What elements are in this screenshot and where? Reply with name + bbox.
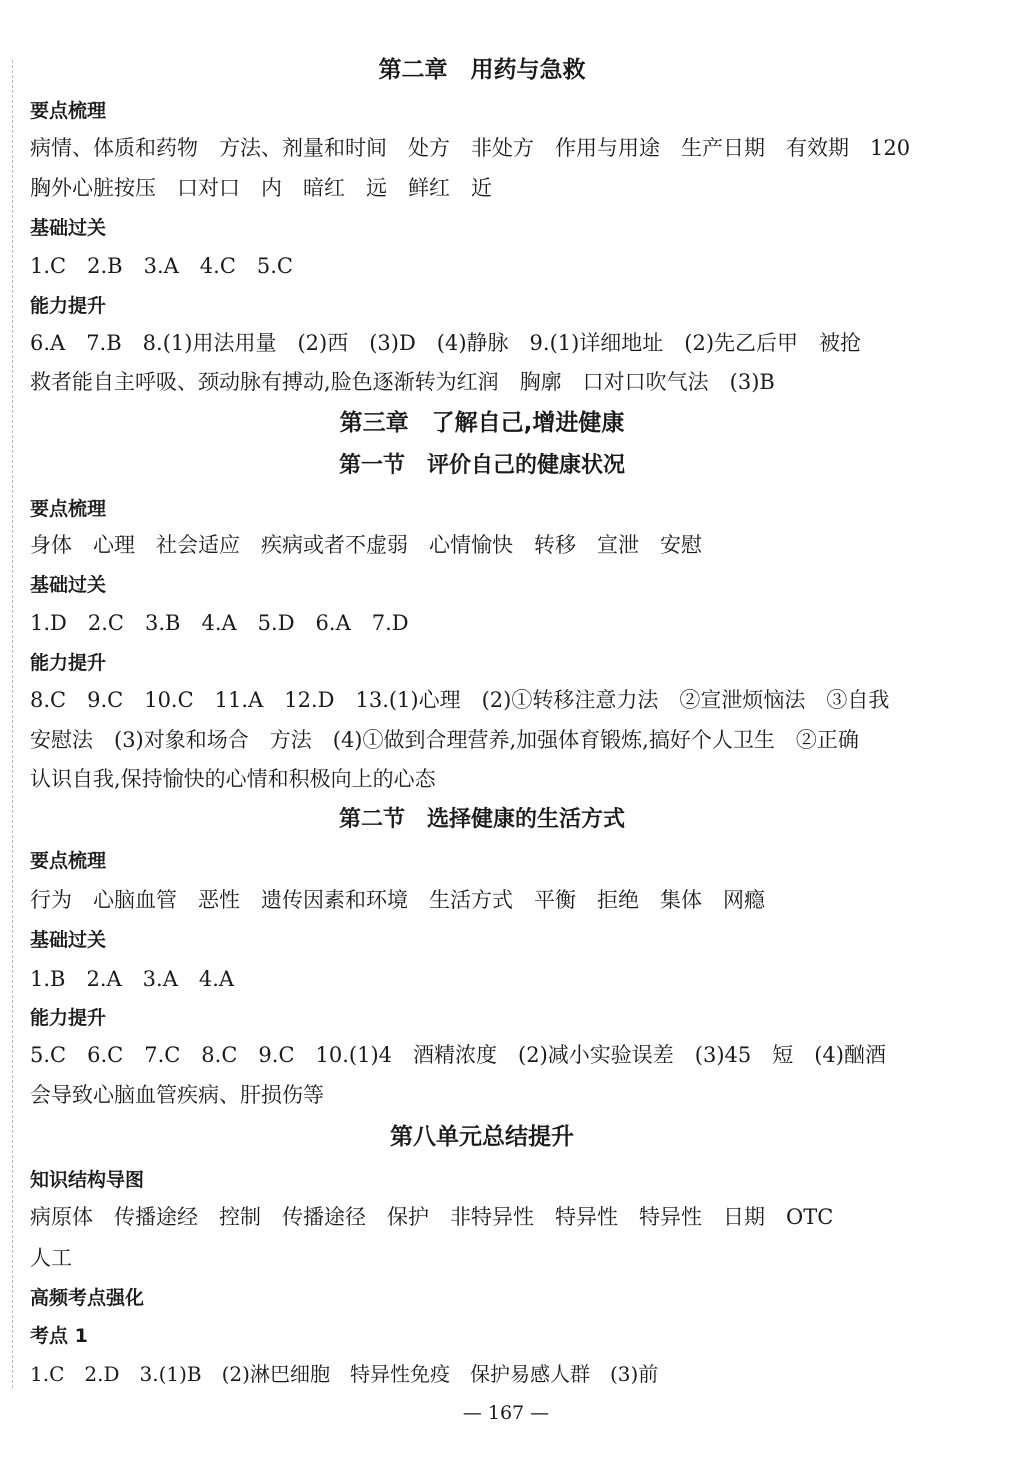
answer: 5.D [257,611,295,635]
ch3-sec1-ability-line-2: 安慰法 (3)对象和场合 方法 (4)①做到合理营养,加强体育锻炼,搞好个人卫生 ②正确 [30,728,859,752]
ch2-ability-label: 能力提升 [30,295,107,317]
ch2-basic-answers [30,252,293,280]
answer: 1.B [30,967,66,991]
unit8-structure-line-1: 病原体 传播途经 控制 传播途径 保护 非特异性 特异性 特异性 日期 OTC [30,1205,834,1229]
ch2-key-points-line-2: 胸外心脏按压 口对口 内 暗红 远 鲜红 近 [30,176,492,200]
chapter-3-title: 第三章 了解自己,增进健康 [339,410,625,436]
answer: 1.C [30,254,67,278]
unit8-point-1-label: 考点 1 [30,1325,88,1347]
ch3-sec1-ability-line-1: 8.C 9.C 10.C 11.A 12.D 13.(1)心理 (2)①转移注意力法 ②宣泄烦恼法 ③自我 [30,688,890,712]
page-number: — 167 — [462,1402,550,1424]
ch3-sec1-key-points-line-1: 身体 心理 社会适应 疾病或者不虚弱 心情愉快 转移 宣泄 安慰 [30,533,702,557]
ch2-ability-line-2: 救者能自主呼吸、颈动脉有搏动,脸色逐渐转为红润 胸廓 口对口吹气法 (3)B [30,370,775,394]
chapter-2-title: 第二章 用药与急救 [378,57,586,83]
answer: 4.C [199,254,236,278]
answer: 2.B [87,254,123,278]
answer: 3.A [142,967,178,991]
answer: 3.B [144,611,181,635]
ch3-sec2-key-points-label: 要点梳理 [30,850,107,872]
answer: 2.C [87,611,124,635]
ch2-ability-line-1: 6.A 7.B 8.(1)用法用量 (2)西 (3)D (4)静脉 9.(1)详细地址 (2)先乙后甲 被抢 [30,331,862,355]
answer: 5.C [256,254,293,278]
unit8-high-frequency-label: 高频考点强化 [30,1287,145,1309]
answer: 6.A [315,611,351,635]
unit8-structure-label: 知识结构导图 [30,1169,145,1191]
ch3-sec1-ability-line-3: 认识自我,保持愉快的心情和积极向上的心态 [30,767,436,791]
answer: 2.A [86,967,122,991]
ch3-sec1-key-points-label: 要点梳理 [30,498,107,520]
answer: 1.D [30,611,67,635]
ch3-sec2-basic-label: 基础过关 [30,929,107,951]
ch3-sec2-key-points-line-1: 行为 心脑血管 恶性 遗传因素和环境 生活方式 平衡 拒绝 集体 网瘾 [30,888,765,912]
ch3-section-2-title: 第二节 选择健康的生活方式 [338,807,625,832]
ch3-sec2-ability-label: 能力提升 [30,1007,107,1029]
ch3-sec2-ability-line-1: 5.C 6.C 7.C 8.C 9.C 10.(1)4 酒精浓度 (2)减小实验误差 (3)45 短 (4)酗酒 [30,1043,886,1067]
binding-margin-line [12,60,13,1388]
answer: 7.D [371,611,409,635]
unit8-point-1-line-1: 1.C 2.D 3.(1)B (2)淋巴细胞 特异性免疫 保护易感人群 (3)前 [30,1362,659,1386]
ch2-basic-label: 基础过关 [30,217,107,239]
unit-8-summary-title: 第八单元总结提升 [390,1124,574,1150]
ch3-sec1-ability-label: 能力提升 [30,652,107,674]
ch3-sec2-ability-line-2: 会导致心脑血管疾病、肝损伤等 [30,1083,324,1107]
ch3-section-1-title: 第一节 评价自己的健康状况 [338,453,625,478]
ch3-sec2-basic-answers [30,965,234,993]
ch2-key-points-label: 要点梳理 [30,100,107,122]
answer: 4.A [198,967,235,991]
ch2-key-points-line-1: 病情、体质和药物 方法、剂量和时间 处方 非处方 作用与用途 生产日期 有效期 120 [30,136,911,160]
ch3-sec1-basic-answers [30,609,409,637]
unit8-structure-line-2: 人工 [30,1246,72,1270]
ch3-sec1-basic-label: 基础过关 [30,574,107,596]
answer: 4.A [201,611,237,635]
answer: 3.A [143,254,179,278]
